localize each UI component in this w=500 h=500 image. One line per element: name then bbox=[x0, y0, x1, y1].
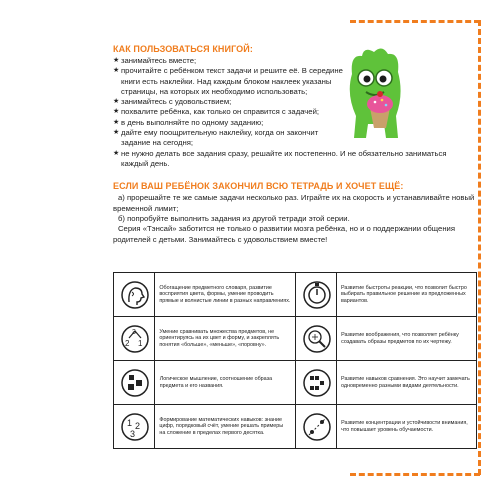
skill-cell bbox=[114, 273, 296, 316]
svg-text:2: 2 bbox=[135, 420, 141, 431]
table-row bbox=[114, 317, 476, 361]
section1-heading: КАК ПОЛЬЗОВАТЬСЯ КНИГОЙ: bbox=[113, 44, 253, 54]
skill-cell bbox=[296, 273, 477, 316]
block-shapes-icon bbox=[120, 368, 150, 398]
paragraph-series: Серия «Тэнсай» заботится не только о развитии мозга ребёнка, но и о поддержании общения родителей с детьми. Занимайтесь с удовольствием вместе! bbox=[113, 224, 456, 244]
skill-cell bbox=[296, 361, 477, 404]
fraction-numbers-icon bbox=[120, 412, 150, 442]
instructions-content bbox=[113, 44, 478, 245]
svg-text:3: 3 bbox=[132, 328, 136, 336]
list-item: ★ дайте ему поощрительную наклейку, когда он закончит задание на сегодня; bbox=[113, 128, 343, 149]
skill-cell bbox=[114, 405, 296, 448]
list-item: ★ похвалите ребёнка, как только он справится с задачей; bbox=[113, 107, 343, 117]
skill-text: Формирование математических навыков: знание цифр, порядковый счёт, умение решать примеры на сложение в пределах первого десятка. bbox=[159, 416, 284, 436]
skill-cell bbox=[296, 317, 477, 360]
numbers-tree-icon bbox=[120, 324, 150, 354]
list-item: ★ в день выполняйте по одному заданию; bbox=[113, 118, 343, 128]
table-row bbox=[114, 405, 476, 448]
list-item: ★ не нужно делать все задания сразу, решайте их постепенно. И не обязательно заниматься каждый день. bbox=[113, 149, 461, 170]
skill-text: Развитие навыков сравнения. Это научит замечать одновременно разными видами деятельности. bbox=[341, 375, 470, 389]
skill-cell bbox=[114, 317, 296, 360]
skill-cell bbox=[296, 405, 477, 448]
list-item: ★ прочитайте с ребёнком текст задачи и решите её. В середине книги есть наклейки. Над каждым блоком наклеек указаны страницы, на которых их необходимо использовать; bbox=[113, 66, 343, 97]
table-row bbox=[114, 273, 476, 317]
list-item: ★ занимайтесь с удовольствием; bbox=[113, 97, 343, 107]
border-bottom bbox=[350, 473, 480, 476]
skills-grid bbox=[113, 272, 477, 449]
skill-text: Умение сравнивать множества предметов, не ориентируясь на их цвет и форму, и закреплять понятия «больше», «меньше», «поровну». bbox=[159, 328, 280, 348]
paragraph-b: б) попробуйте выполнить задания из другой тетради этой серии. bbox=[118, 214, 350, 224]
magnifier-grid-icon bbox=[302, 324, 332, 354]
skill-text: Развитие быстроты реакции, что позволит быстро выбирать правильное решение из предложенных вариантов. bbox=[340, 284, 467, 304]
svg-text:1: 1 bbox=[127, 417, 133, 428]
stopwatch-icon bbox=[302, 280, 332, 310]
section2 bbox=[113, 181, 478, 245]
list-item: ★ занимайтесь вместе; bbox=[113, 56, 343, 66]
svg-text:2: 2 bbox=[125, 338, 130, 348]
skill-cell bbox=[114, 361, 296, 404]
head-profile-icon bbox=[120, 280, 150, 310]
border-top bbox=[350, 20, 480, 23]
dot-path-icon bbox=[302, 412, 332, 442]
mascot-with-cupcake-icon bbox=[340, 44, 410, 144]
paragraph-a: а) прорешайте те же самые задачи несколько раз. Играйте их на скорость и устанавливайте новый временной лимит; bbox=[113, 193, 475, 213]
skill-text: Развитие концентрации и устойчивости внимания, что повышает уровень обучаемости. bbox=[341, 419, 468, 433]
skill-text: Развитие воображения, что позволяет ребёнку создавать образы предметов по их чертежу. bbox=[341, 331, 459, 345]
section2-heading: ЕСЛИ ВАШ РЕБЁНОК ЗАКОНЧИЛ ВСЮ ТЕТРАДЬ И ХОЧЕТ ЕЩЁ: bbox=[113, 181, 404, 192]
table-row bbox=[114, 361, 476, 405]
skill-text: Логическое мышление, соотношение образа предмета и его названия. bbox=[159, 375, 273, 389]
border-right bbox=[478, 20, 481, 475]
pixel-blocks-icon bbox=[302, 368, 332, 398]
instructions-list bbox=[113, 56, 447, 169]
skill-text: Обогащение предметного словаря, развитие восприятия цвета, формы, умение проводить прямые и волнистые линии в разных направлениях. bbox=[159, 284, 291, 304]
svg-text:1: 1 bbox=[138, 338, 143, 348]
svg-text:3: 3 bbox=[130, 428, 136, 439]
